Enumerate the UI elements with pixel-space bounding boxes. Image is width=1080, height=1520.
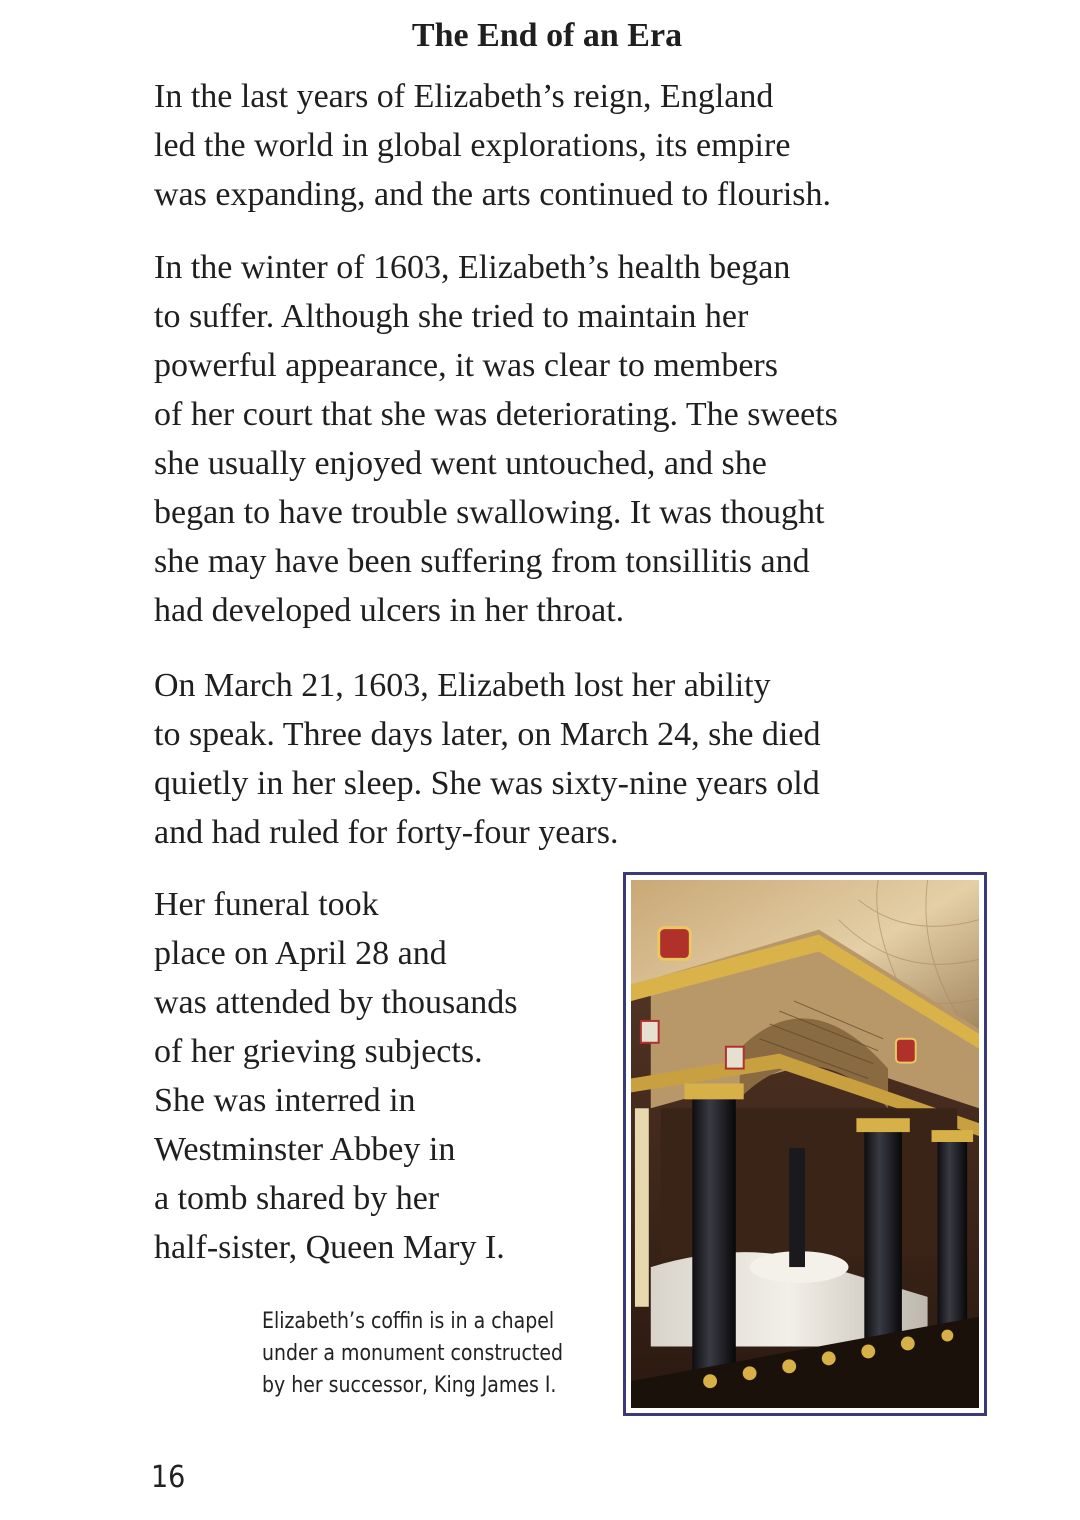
paragraph-funeral: Her funeral took place on April 28 and was attended by thousands of her grieving subjects. She was interred in Westminster Abbey in a tomb shared by her half-sister, Queen Mary I. <box>154 886 518 1266</box>
paragraph-death: On March 21, 1603, Elizabeth lost her ability to speak. Three days later, on March 24, she died quietly in her sleep. She was sixty-nine years old and had ruled for forty-four years. <box>154 667 821 851</box>
page-number: 16 <box>151 1460 186 1495</box>
paragraph-end-of-reign: In the last years of Elizabeth’s reign, England led the world in global explorations, its empire was expanding, and the arts continued to flourish. <box>154 78 832 213</box>
page-title: The End of an Era <box>411 17 683 54</box>
paragraph-health-decline: In the winter of 1603, Elizabeth’s health began to suffer. Although she tried to maintain her powerful appearance, it was clear to members of her court that she was deteriorating. The sweets she usually enjoyed went untouched, and she began to have trouble swallowing. It was thought she may have been suffering from tonsillitis and had developed ulcers in her throat. <box>154 249 838 629</box>
tomb-photo <box>631 880 979 1408</box>
photo-caption: Elizabeth’s coffin is in a chapel under a monument constructed by her successor, King James I. <box>262 1309 564 1398</box>
tomb-photo-frame <box>623 872 987 1416</box>
